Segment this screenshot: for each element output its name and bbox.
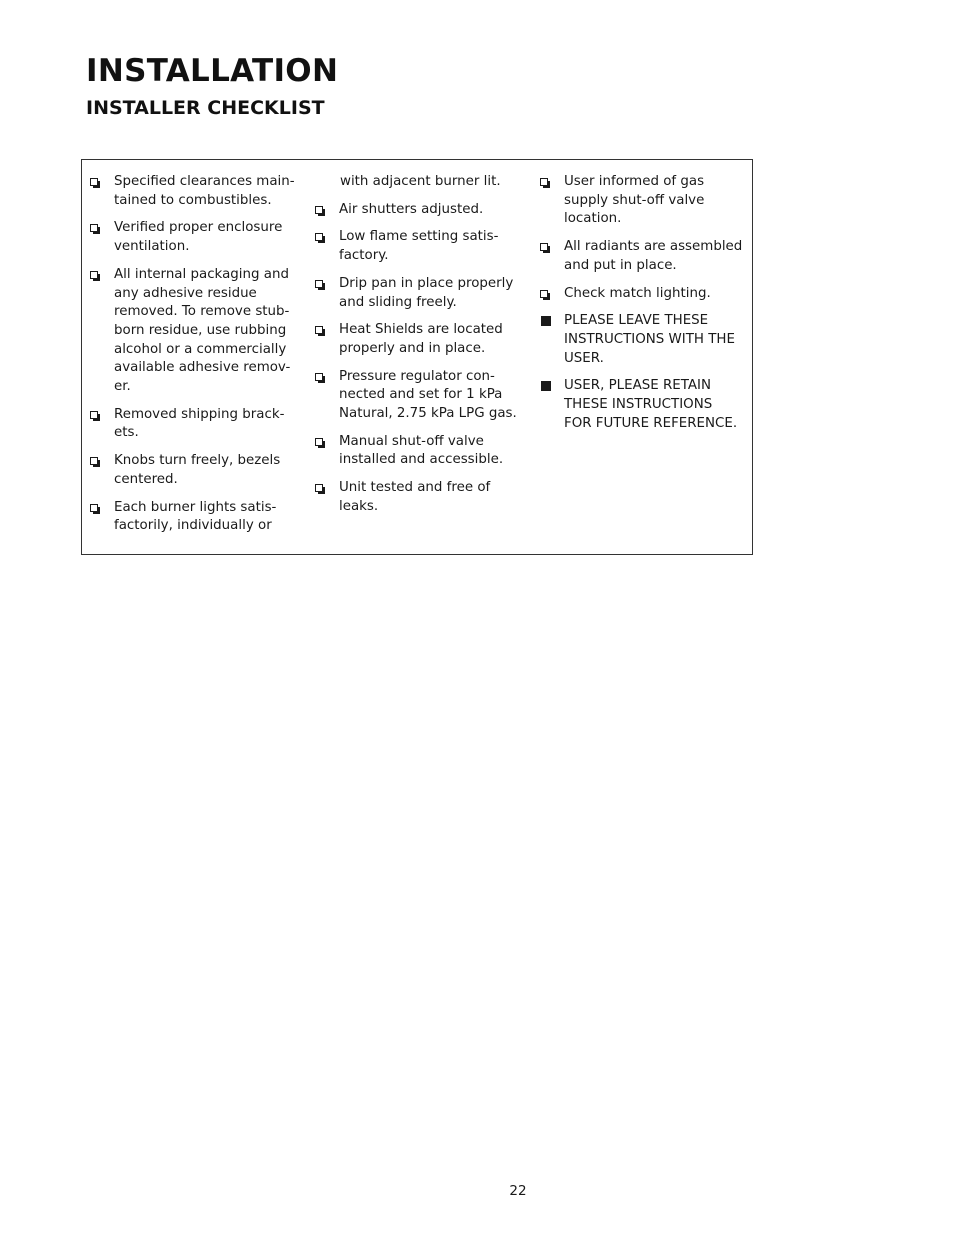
checkbox-icon[interactable] — [315, 484, 323, 492]
filled-square-icon — [541, 316, 551, 326]
checklist-column-2 — [315, 173, 529, 526]
checklist-item-text: Heat Shields are located properly and in place. — [339, 322, 503, 356]
checklist-item-text: Unit tested and free of leaks. — [339, 480, 491, 514]
checkbox-icon[interactable] — [90, 504, 98, 512]
checklist-item-text: Each burner lights satis- factorily, individually or — [114, 499, 277, 534]
checklist-item-text: All internal packaging and any adhesive residue removed. To remove stub- born residue, use rubbing alcohol or a commercially available adhesive remov- er. — [114, 266, 291, 395]
checklist-item-text: All radiants are assembled and put in place. — [564, 239, 743, 273]
checklist-item[interactable] — [315, 321, 529, 358]
section-subtitle: INSTALLER CHECKLIST — [86, 97, 325, 119]
checkbox-icon[interactable] — [315, 326, 323, 334]
checklist-item-text: USER, PLEASE RETAIN THESE INSTRUCTIONS FOR FUTURE REFERENCE. — [564, 378, 738, 431]
checklist-item-text: User informed of gas supply shut-off valve location. — [564, 174, 705, 227]
installer-checklist-box — [81, 159, 753, 555]
checklist-item[interactable] — [315, 201, 529, 220]
checklist-item-text: Check match lighting. — [564, 285, 711, 301]
page-number: 22 — [509, 1183, 527, 1199]
checklist-item[interactable] — [90, 452, 308, 489]
checklist-item — [315, 173, 529, 192]
checklist-item[interactable] — [90, 266, 308, 397]
checkbox-icon[interactable] — [540, 290, 548, 298]
checkbox-icon[interactable] — [315, 206, 323, 214]
checkbox-icon[interactable] — [540, 243, 548, 251]
checklist-item[interactable] — [90, 173, 308, 210]
checkbox-icon[interactable] — [315, 280, 323, 288]
checklist-item-text: Air shutters adjusted. — [339, 201, 484, 217]
checkbox-icon[interactable] — [315, 373, 323, 381]
checklist-column-3 — [540, 173, 750, 442]
checkbox-icon[interactable] — [315, 233, 323, 241]
checklist-item — [540, 312, 750, 368]
checkbox-icon[interactable] — [90, 411, 98, 419]
checklist-item[interactable] — [540, 285, 750, 304]
checklist-item[interactable] — [315, 275, 529, 312]
checklist-item[interactable] — [90, 406, 308, 443]
checklist-item-text: Drip pan in place properly and sliding freely. — [339, 275, 514, 310]
checklist-item-text: PLEASE LEAVE THESE INSTRUCTIONS WITH THE USER. — [564, 313, 735, 366]
checkbox-icon[interactable] — [540, 178, 548, 186]
checklist-item[interactable] — [540, 173, 750, 229]
checklist-item[interactable] — [90, 499, 308, 536]
checklist-item-text: Low flame setting satis- factory. — [339, 229, 499, 264]
checklist-item[interactable] — [90, 219, 308, 256]
checklist-item-text: with adjacent burner lit. — [340, 174, 501, 189]
checkbox-icon[interactable] — [90, 457, 98, 465]
checklist-item-text: Pressure regulator con- nected and set for 1 kPa Natural, 2.75 kPa LPG gas. — [339, 368, 517, 422]
checklist-column-1 — [90, 173, 308, 545]
checkbox-icon[interactable] — [90, 224, 98, 232]
checklist-item-text: Manual shut-off valve installed and accessible. — [339, 433, 504, 468]
checklist-item[interactable] — [315, 433, 529, 470]
checklist-item-text: Removed shipping brack- ets. — [114, 406, 285, 441]
filled-square-icon — [541, 381, 551, 391]
checklist-item-text: Verified proper enclosure ventilation. — [114, 220, 283, 255]
checklist-item[interactable] — [315, 479, 529, 516]
checkbox-icon[interactable] — [90, 271, 98, 279]
checklist-item-text: Knobs turn freely, bezels centered. — [114, 453, 281, 487]
checklist-item — [540, 377, 750, 433]
checklist-item[interactable] — [315, 368, 529, 424]
checklist-item[interactable] — [315, 228, 529, 265]
page-title: INSTALLATION — [86, 53, 339, 89]
checklist-item[interactable] — [540, 238, 750, 275]
checklist-item-text: Specified clearances main- tained to combustibles. — [114, 174, 295, 208]
checkbox-icon[interactable] — [315, 438, 323, 446]
checkbox-icon[interactable] — [90, 178, 98, 186]
